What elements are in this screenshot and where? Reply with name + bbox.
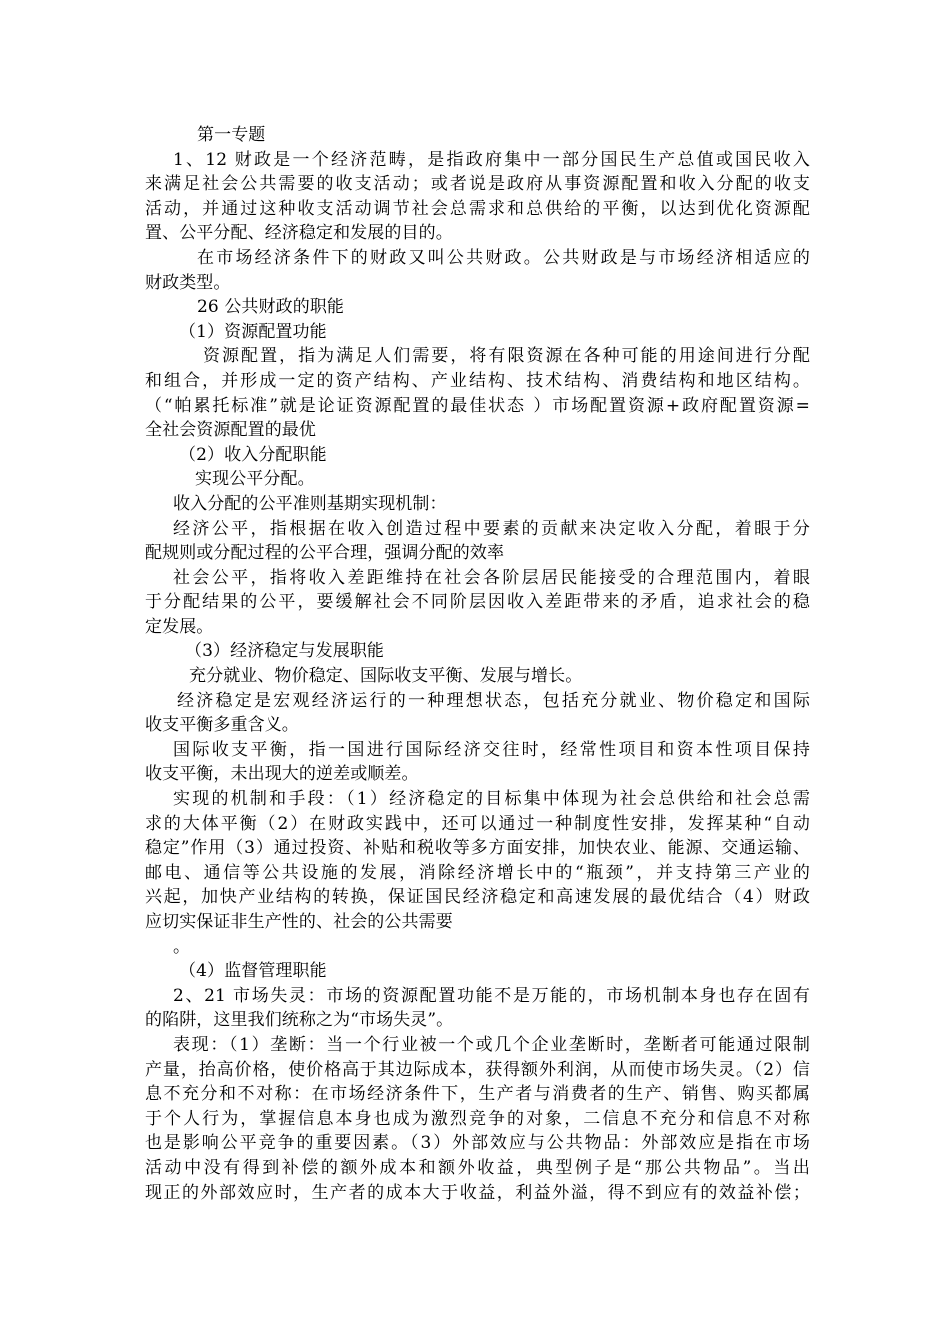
text-line: 兴起，加快产业结构的转换，保证国民经济稳定和高速发展的最优结合（4）财政 [145,887,810,908]
text-line: 社会公平，指将收入差距维持在社会各阶层居民能接受的合理范围内，着眼 [173,567,810,588]
text-line: 来满足社会公共需要的收支活动；或者说是政府从事资源配置和收入分配的收支 [145,174,810,195]
text-line: （“帕累托标准”就是论证资源配置的最佳状态 ）市场配置资源+政府配置资源= [145,395,810,416]
text-line: 息不充分和不对称：在市场经济条件下，生产者与消费者的生产、销售、购买都属 [145,1084,810,1105]
text-line: 。 [173,936,191,957]
text-line: 配规则或分配过程的公平合理，强调分配的效率 [145,543,505,564]
subsection-heading: （1）资源配置功能 [179,321,327,342]
text-line: 国际收支平衡，指一国进行国际经济交往时，经常性项目和资本性项目保持 [173,739,810,760]
text-line: 经济稳定是宏观经济运行的一种理想状态，包括充分就业、物价稳定和国际 [177,690,810,711]
text-line: 邮电、通信等公共设施的发展，消除经济增长中的“瓶颈”，并支持第三产业的 [145,862,810,883]
text-line: 产量，抬高价格，使价格高于其边际成本，获得额外利润，从而使市场失灵。（2）信 [145,1059,810,1080]
text-line: 的陷阱，这里我们统称之为“市场失灵”。 [145,1010,454,1031]
text-line: 充分就业、物价稳定、国际收支平衡、发展与增长。 [189,666,583,687]
text-line: 财政类型。 [145,272,231,293]
text-line: 实现的机制和手段：（1）经济稳定的目标集中体现为社会总供给和社会总需 [173,789,810,810]
text-line: 收入分配的公平准则基期实现机制： [173,493,447,514]
subsection-heading: 26 公共财政的职能 [197,297,345,318]
text-line: 也是影响公平竞争的重要因素。（3）外部效应与公共物品：外部效应是指在市场 [145,1133,810,1154]
text-line: 活动中没有得到补偿的额外成本和额外收益，典型例子是“那公共物品”。当出 [145,1157,810,1178]
text-line: 于个人行为，掌握信息本身也成为激烈竞争的对象，二信息不充分和信息不对称 [145,1108,810,1129]
text-line: 经济公平，指根据在收入创造过程中要素的贡献来决定收入分配，着眼于分 [173,518,810,539]
text-line: 全社会资源配置的最优 [145,420,316,441]
subsection-heading: （2）收入分配职能 [179,444,327,465]
text-line: 应切实保证非生产性的、社会的公共需要 [145,912,453,932]
text-line: 在市场经济条件下的财政又叫公共财政。公共财政是与市场经济相适应的 [197,247,810,268]
text-line: 1、12 财政是一个经济范畴，是指政府集中一部分国民生产总值或国民收入 [173,149,810,170]
section-heading: 第一专题 [197,125,266,145]
text-line: 现正的外部效应时，生产者的成本大于收益，利益外溢，得不到应有的效益补偿； [145,1182,810,1203]
text-line: 和组合，并形成一定的资产结构、产业结构、技术结构、消费结构和地区结构。 [145,370,810,391]
text-line: 表现：（1）垄断：当一个行业被一个或几个企业垄断时，垄断者可能通过限制 [173,1034,810,1055]
subsection-heading: （3）经济稳定与发展职能 [185,641,385,662]
text-line: 实现公平分配。 [195,469,315,490]
text-line: 收支平衡，未出现大的逆差或顺差。 [145,764,419,785]
subsection-heading: （4）监督管理职能 [179,961,327,982]
text-line: 活动，并通过这种收支活动调节社会总需求和总供给的平衡，以达到优化资源配 [145,198,810,219]
text-line: 于分配结果的公平，要缓解社会不同阶层因收入差距带来的矛盾，追求社会的稳 [145,592,810,613]
text-line: 2、21 市场失灵：市场的资源配置功能不是万能的，市场机制本身也存在固有 [173,985,810,1006]
text-line: 稳定”作用（3）通过投资、补贴和税收等多方面安排，加快农业、能源、交通运输、 [145,838,810,859]
document-body [145,123,810,1205]
text-line: 资源配置，指为满足人们需要，将有限资源在各种可能的用途间进行分配 [203,346,810,367]
text-line: 收支平衡多重含义。 [145,715,299,736]
text-line: 定发展。 [145,616,214,637]
text-line: 置、公平分配、经济稳定和发展的目的。 [145,223,453,244]
text-line: 求的大体平衡（2）在财政实践中，还可以通过一种制度性安排，发挥某种“自动 [145,813,810,834]
